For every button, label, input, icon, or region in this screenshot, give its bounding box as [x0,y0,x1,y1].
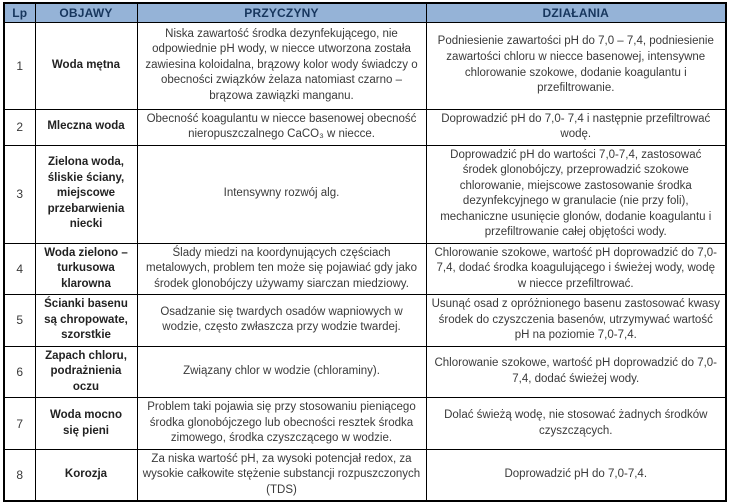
objawy-cell: Ścianki basenu są chropowate, szorstkie [35,295,137,347]
dzialania-cell: Doprowadzić pH do wartości 7,0-7,4, zastosować środek glonobójczy, przeprowadzić szokowe chlorowanie, miejscowe zastosowanie środka dezynfekcyjnego w granulacie (nie przy foli), mechaniczne usunięcie glonów, dodanie koagulantu i przefiltrowanie całej objętości wody. [426,145,726,243]
dzialania-cell: Doprowadzić pH do 7,0-7,4. [426,449,726,501]
header-dzialania: DZIAŁANIA [426,3,726,22]
przyczyny-cell: Osadzanie się twardych osadów wapniowych w wodzie, często zwłaszcza przy wodzie twardej. [137,295,426,347]
header-objawy: OBJAWY [35,3,137,22]
objawy-cell: Korozja [35,449,137,501]
objawy-cell: Woda mętna [35,22,137,109]
header-lp: Lp [4,3,35,22]
przyczyny-cell: Ślady miedzi na koordynujących częściach metalowych, problem ten może się pojawiać gdy jako środek glonobójczy używamy siarczan miedziowy. [137,243,426,295]
dzialania-cell: Usunąć osad z opróżnionego basenu zastosować kwasy środek do czyszczenia basenów, utrzymywać wartość pH na poziomie 7,0-7,4. [426,295,726,347]
table-row [4,295,726,347]
header-przyczyny: PRZYCZYNY [137,3,426,22]
dzialania-cell: Podniesienie zawartości pH do 7,0 – 7,4, podniesienie zawartości chloru w niecce basenowej, intensywne chlorowanie szokowe, dodanie koagulantu i przefiltrowanie. [426,22,726,109]
table-row [4,398,726,450]
przyczyny-cell: Obecność koagulantu w niecce basenowej obecność nieropuszczalnego CaCO₃ w niecce. [137,109,426,145]
lp-cell: 6 [4,346,35,398]
przyczyny-cell: Związany chlor w wodzie (chloraminy). [137,346,426,398]
dzialania-cell: Chlorowanie szokowe, wartość pH doprowadzić do 7,0-7,4, dodać środka koagulującego i świeżej wody, wodę w niecce przefiltrować. [426,243,726,295]
table-row [4,346,726,398]
table-header-row [4,3,726,22]
objawy-cell: Mleczna woda [35,109,137,145]
lp-cell: 3 [4,145,35,243]
objawy-cell: Woda mocno się pieni [35,398,137,450]
objawy-cell: Woda zielono – turkusowa klarowna [35,243,137,295]
table-row [4,449,726,501]
lp-cell: 8 [4,449,35,501]
table-row [4,145,726,243]
lp-cell: 2 [4,109,35,145]
przyczyny-cell: Niska zawartość środka dezynfekującego, nie odpowiednie pH wody, w niecce utworzona została zawiesina koloidalna, brązowy kolor wody świadczy o obecności związków żelaza natomiast czarno – brązowa zawiązki manganu. [137,22,426,109]
dzialania-cell: Dolać świeżą wodę, nie stosować żadnych środków czyszczących. [426,398,726,450]
objawy-cell: Zielona woda, śliskie ściany, miejscowe przebarwienia niecki [35,145,137,243]
dzialania-cell: Chlorowanie szokowe, wartość pH doprowadzić do 7,0-7,4, dodać świeżej wody. [426,346,726,398]
lp-cell: 4 [4,243,35,295]
lp-cell: 1 [4,22,35,109]
lp-cell: 5 [4,295,35,347]
przyczyny-cell: Za niska wartość pH, za wysoki potencjał redox, za wysokie całkowite stężenie substancji rozpuszczonych (TDS) [137,449,426,501]
table-row [4,22,726,109]
przyczyny-cell: Intensywny rozwój alg. [137,145,426,243]
table-row [4,243,726,295]
objawy-cell: Zapach chloru, podrażnienia oczu [35,346,137,398]
przyczyny-cell: Problem taki pojawia się przy stosowaniu pieniącego środka glonobójczego lub obecności resztek środka zimowego, środka czyszczącego w wodzie. [137,398,426,450]
lp-cell: 7 [4,398,35,450]
pool-problems-table [3,2,727,502]
dzialania-cell: Doprowadzić pH do 7,0- 7,4 i następnie przefiltrować wodę. [426,109,726,145]
table-row [4,109,726,145]
